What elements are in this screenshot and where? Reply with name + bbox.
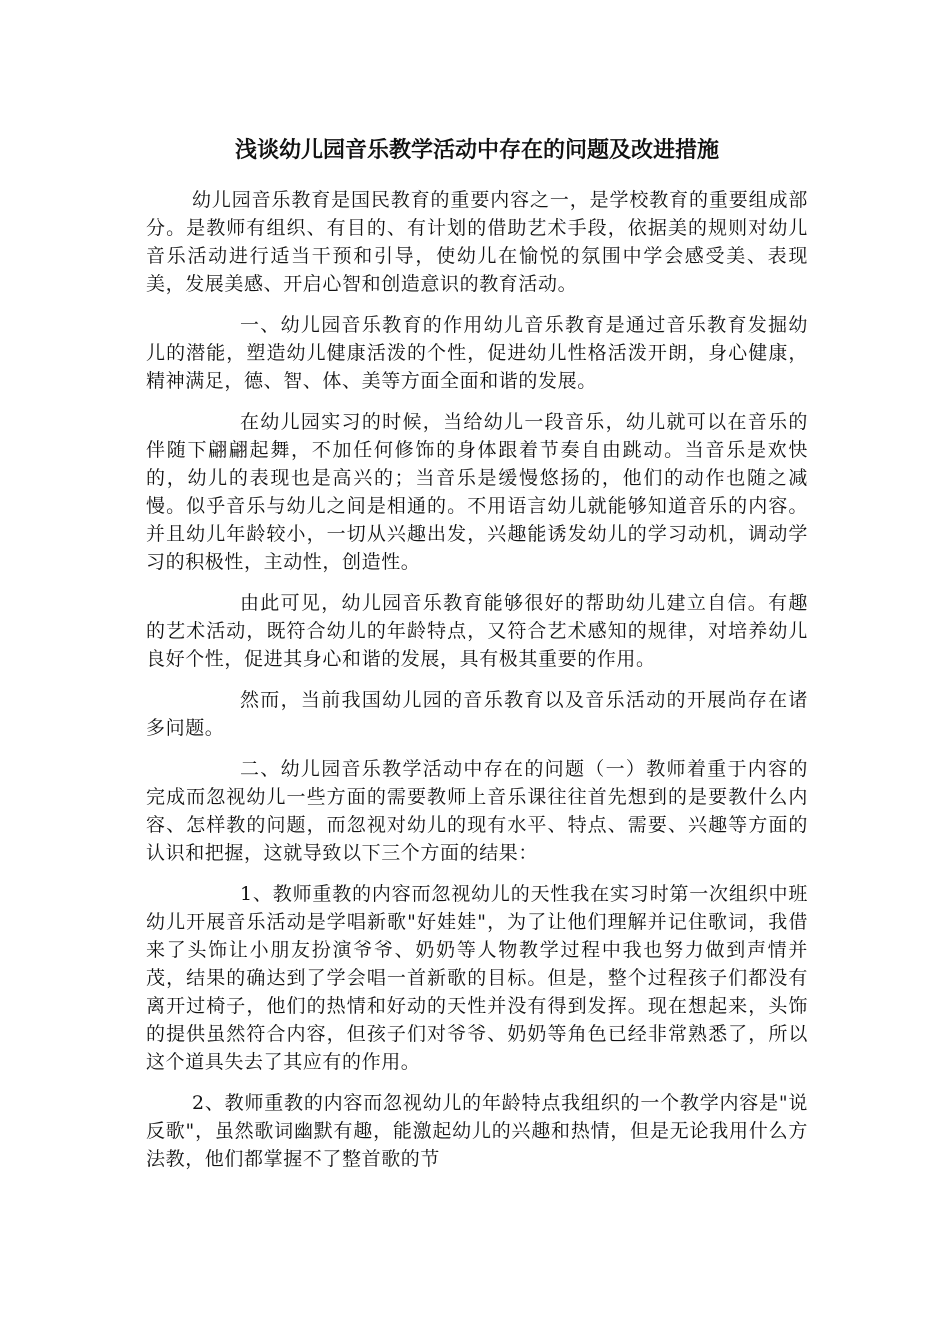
paragraph-internship: 在幼儿园实习的时候，当给幼儿一段音乐，幼儿就可以在音乐的伴随下翩翩起舞，不加任何修饰的身体跟着节奏自由跳动。当音乐是欢快的，幼儿的表现也是高兴的；当音乐是缓慢悠扬的，他们的动作也随之减慢。似乎音乐与幼儿之间是相通的。不用语言幼儿就能够知道音乐的内容。并且幼儿年龄较小，一切从兴趣出发，兴趣能诱发幼儿的学习动机，调动学习的积极性，主动性，创造性。: [146, 411, 808, 573]
paragraph-conclusion: 由此可见，幼儿园音乐教育能够很好的帮助幼儿建立自信。有趣的艺术活动，既符合幼儿的年龄特点，又符合艺术感知的规律，对培养幼儿良好个性，促进其身心和谐的发展，具有极其重要的作用。: [146, 592, 808, 670]
paragraph-section-two: 二、幼儿园音乐教学活动中存在的问题（一）教师着重于内容的完成而忽视幼儿一些方面的需要教师上音乐课往往首先想到的是要教什么内容、怎样教的问题，而忽视对幼儿的现有水平、特点、需要、兴趣等方面的认识和把握，这就导致以下三个方面的结果：: [146, 758, 808, 864]
paragraph-however: 然而，当前我国幼儿园的音乐教育以及音乐活动的开展尚存在诸多问题。: [146, 689, 808, 739]
document-title: 浅谈幼儿园音乐教学活动中存在的问题及改进措施: [234, 138, 719, 163]
paragraph-point-two: 2、教师重教的内容而忽视幼儿的年龄特点我组织的一个教学内容是"说反歌"，虽然歌词幽默有趣，能激起幼儿的兴趣和热情，但是无论我用什么方法教，他们都掌握不了整首歌的节: [146, 1092, 808, 1170]
paragraph-section-one: 一、幼儿园音乐教育的作用幼儿音乐教育是通过音乐教育发掘幼儿的潜能，塑造幼儿健康活泼的个性，促进幼儿性格活泼开朗，身心健康，精神满足，德、智、体、美等方面全面和谐的发展。: [146, 314, 808, 392]
document-page: [146, 132, 808, 1186]
paragraph-point-one: 1、教师重教的内容而忽视幼儿的天性我在实习时第一次组织中班幼儿开展音乐活动是学唱新歌"好娃娃"，为了让他们理解并记住歌词，我借来了头饰让小朋友扮演爷爷、奶奶等人物教学过程中我也努力做到声情并茂，结果的确达到了学会唱一首新歌的目标。但是，整个过程孩子们都没有离开过椅子，他们的热情和好动的天性并没有得到发挥。现在想起来，头饰的提供虽然符合内容，但孩子们对爷爷、奶奶等角色已经非常熟悉了，所以这个道具失去了其应有的作用。: [146, 883, 808, 1073]
paragraph-intro: 幼儿园音乐教育是国民教育的重要内容之一，是学校教育的重要组成部分。是教师有组织、有目的、有计划的借助艺术手段，依据美的规则对幼儿音乐活动进行适当干预和引导，使幼儿在愉悦的氛围中学会感受美、表现美，发展美感、开启心智和创造意识的教育活动。: [146, 189, 808, 295]
